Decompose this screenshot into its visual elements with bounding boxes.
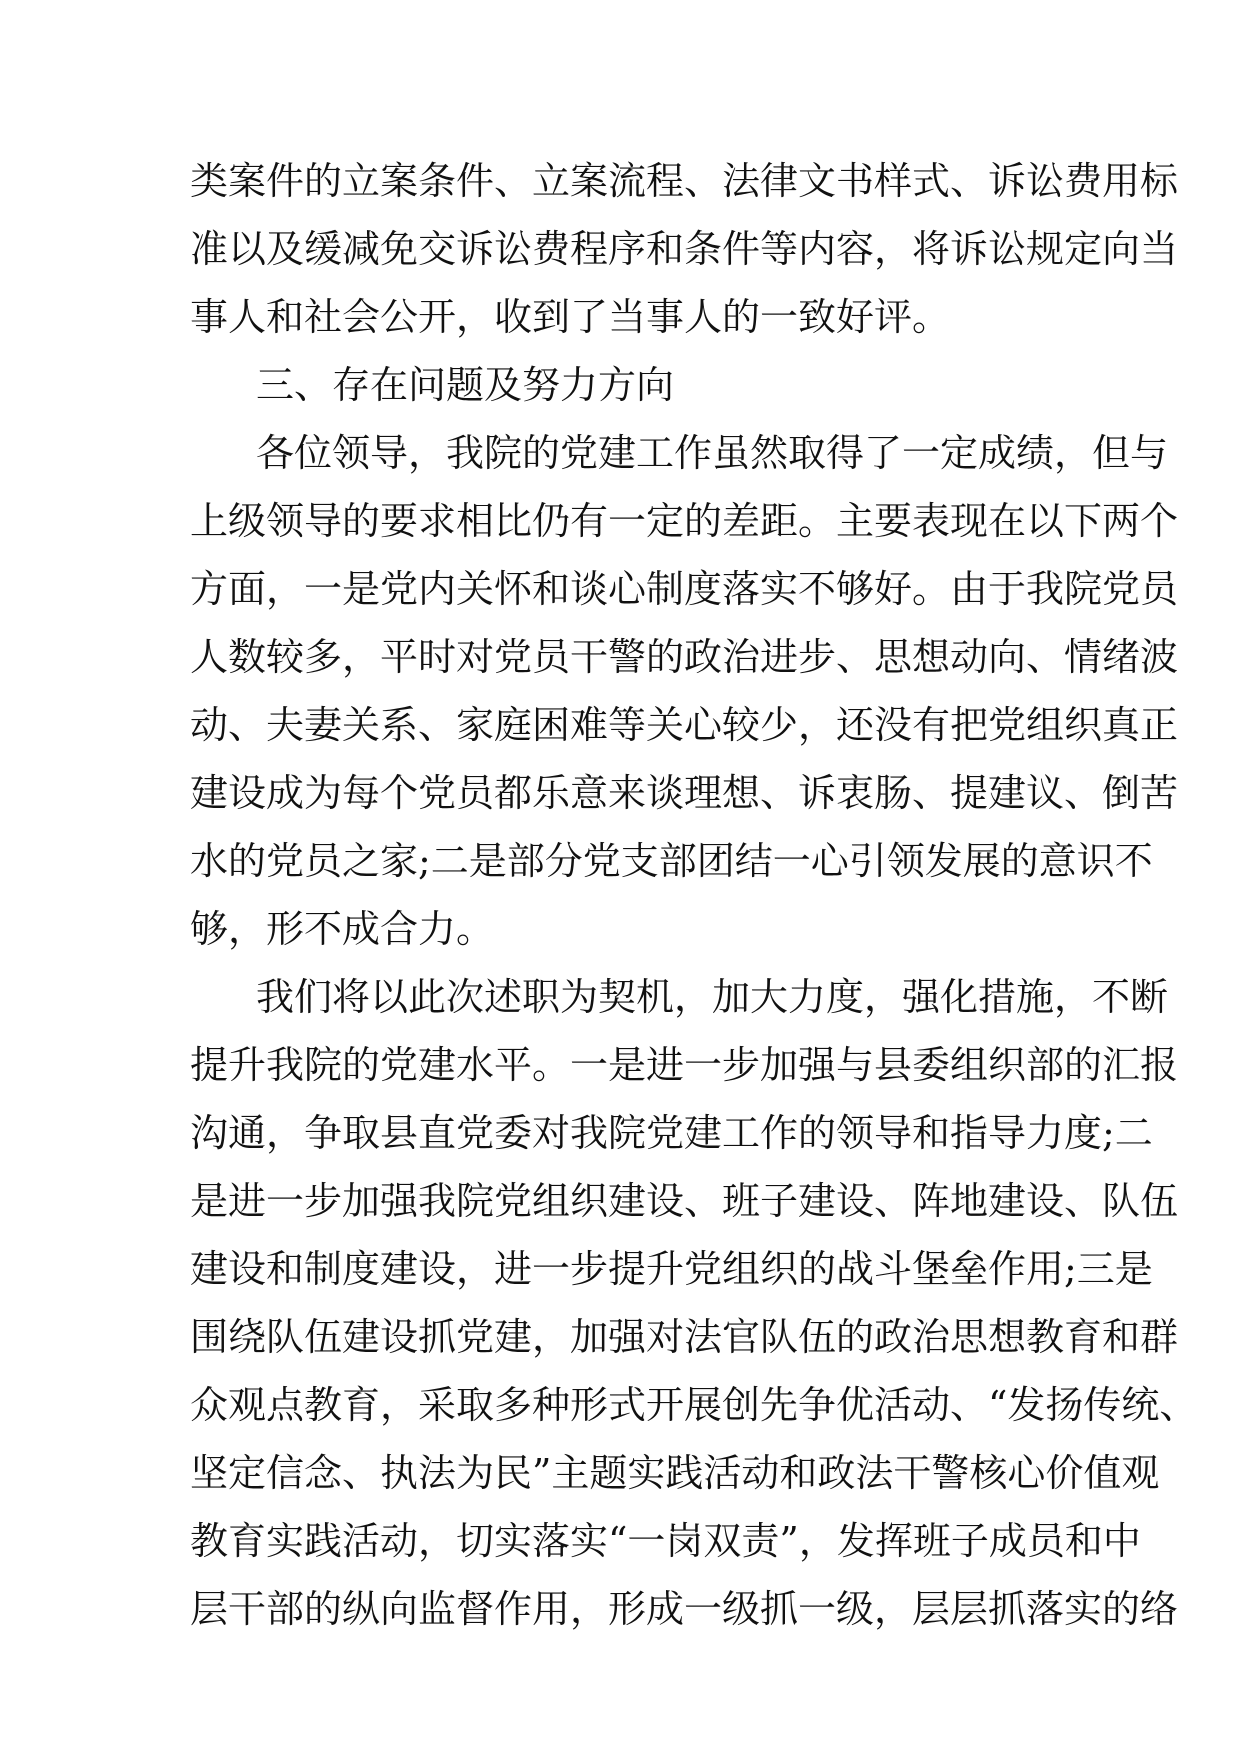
text-line-2: 准以及缓减免交诉讼费程序和条件等内容，将诉讼规定向当 xyxy=(190,227,1179,271)
text-line-7: 方面，一是党内关怀和谈心制度落实不够好。由于我院党员 xyxy=(190,567,1179,611)
text-line-22: 层干部的纵向监督作用，形成一级抓一级，层层抓落实的络 xyxy=(190,1587,1179,1631)
text-line-10: 建设成为每个党员都乐意来谈理想、诉衷肠、提建议、倒苦 xyxy=(190,771,1179,815)
text-line-15: 沟通，争取县直党委对我院党建工作的领导和指导力度;二 xyxy=(190,1111,1153,1155)
text-line-13: 我们将以此次述职为契机，加大力度，强化措施，不断 xyxy=(256,975,1169,1019)
text-line-1: 类案件的立案条件、立案流程、法律文书样式、诉讼费用标 xyxy=(190,159,1179,203)
text-line-3: 事人和社会公开，收到了当事人的一致好评。 xyxy=(190,295,951,339)
text-line-6: 上级领导的要求相比仍有一定的差距。主要表现在以下两个 xyxy=(190,499,1179,543)
text-line-9: 动、夫妻关系、家庭困难等关心较少，还没有把党组织真正 xyxy=(190,703,1179,747)
text-line-20: 坚定信念、执法为民”主题实践活动和政法干警核心价值观 xyxy=(190,1451,1160,1495)
section-heading: 三、存在问题及努力方向 xyxy=(256,363,675,407)
text-line-14: 提升我院的党建水平。一是进一步加强与县委组织部的汇报 xyxy=(190,1043,1179,1087)
text-line-17: 建设和制度建设，进一步提升党组织的战斗堡垒作用;三是 xyxy=(190,1247,1153,1291)
text-line-19: 众观点教育，采取多种形式开展创先争优活动、“发扬传统、 xyxy=(190,1383,1198,1427)
text-line-21: 教育实践活动，切实落实“一岗双责”，发挥班子成员和中 xyxy=(190,1519,1141,1563)
text-line-8: 人数较多，平时对党员干警的政治进步、思想动向、情绪波 xyxy=(190,635,1179,679)
text-line-18: 围绕队伍建设抓党建，加强对法官队伍的政治思想教育和群 xyxy=(190,1315,1179,1359)
text-line-16: 是进一步加强我院党组织建设、班子建设、阵地建设、队伍 xyxy=(190,1179,1179,1223)
text-line-12: 够，形不成合力。 xyxy=(190,907,495,951)
text-line-11: 水的党员之家;二是部分党支部团结一心引领发展的意识不 xyxy=(190,839,1153,883)
text-line-5: 各位领导，我院的党建工作虽然取得了一定成绩，但与 xyxy=(256,431,1169,475)
